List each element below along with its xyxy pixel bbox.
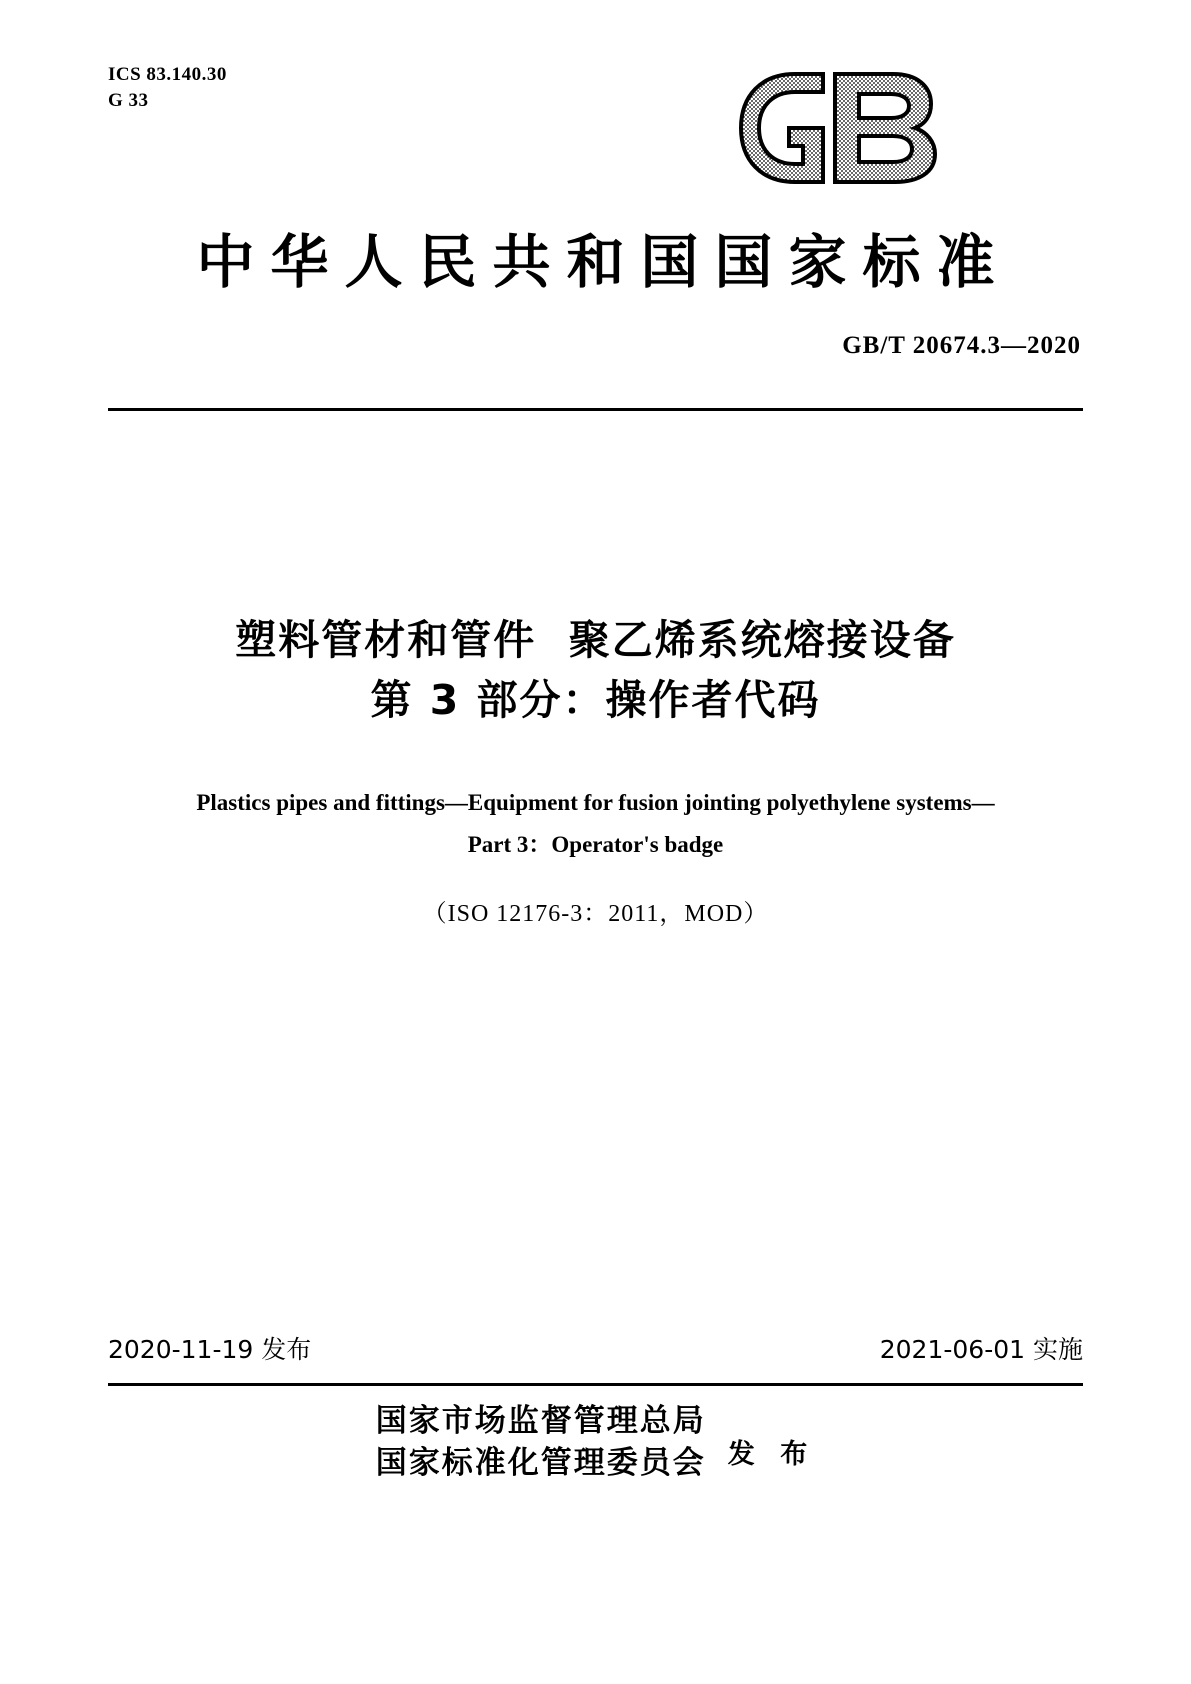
footer-divider-rule [108,1383,1083,1386]
publisher-line-2: 国家标准化管理委员会 [375,1445,706,1481]
document-title-english [0,782,1191,866]
document-title-chinese [0,610,1191,730]
publisher-names [376,1400,706,1484]
publisher-line-1: 国家市场监督管理总局 [375,1403,706,1439]
date-row [108,1330,1083,1370]
gb-emblem-logo [735,68,950,188]
title-english-line-1: Plastics pipes and fittings—Equipment for fusion jointing polyethylene systems— [196,790,995,815]
publisher-verb: 发 布 [727,1438,816,1470]
title-chinese-line-1: 塑料管材和管件 聚乙烯系统熔接设备 [235,616,956,664]
header-divider-rule [108,408,1083,411]
title-chinese-line-2: 第 3 部分：操作者代码 [370,676,821,724]
implementation-date: 2021-06-01 实施 [879,1335,1083,1364]
ics-code: ICS 83.140.30 [108,64,227,85]
title-english-line-2: Part 3：Operator's badge [467,832,724,857]
national-standard-title: 中华人民共和国国家标准 [196,228,1011,296]
standard-number: GB/T 20674.3—2020 [842,332,1081,359]
classification-code: G 33 [108,90,149,111]
iso-reference: （ISO 12176-3：2011，MOD） [422,901,769,927]
issue-date: 2020-11-19 发布 [108,1335,312,1364]
ics-classification-block [108,62,227,114]
publisher-block [0,1400,1191,1484]
